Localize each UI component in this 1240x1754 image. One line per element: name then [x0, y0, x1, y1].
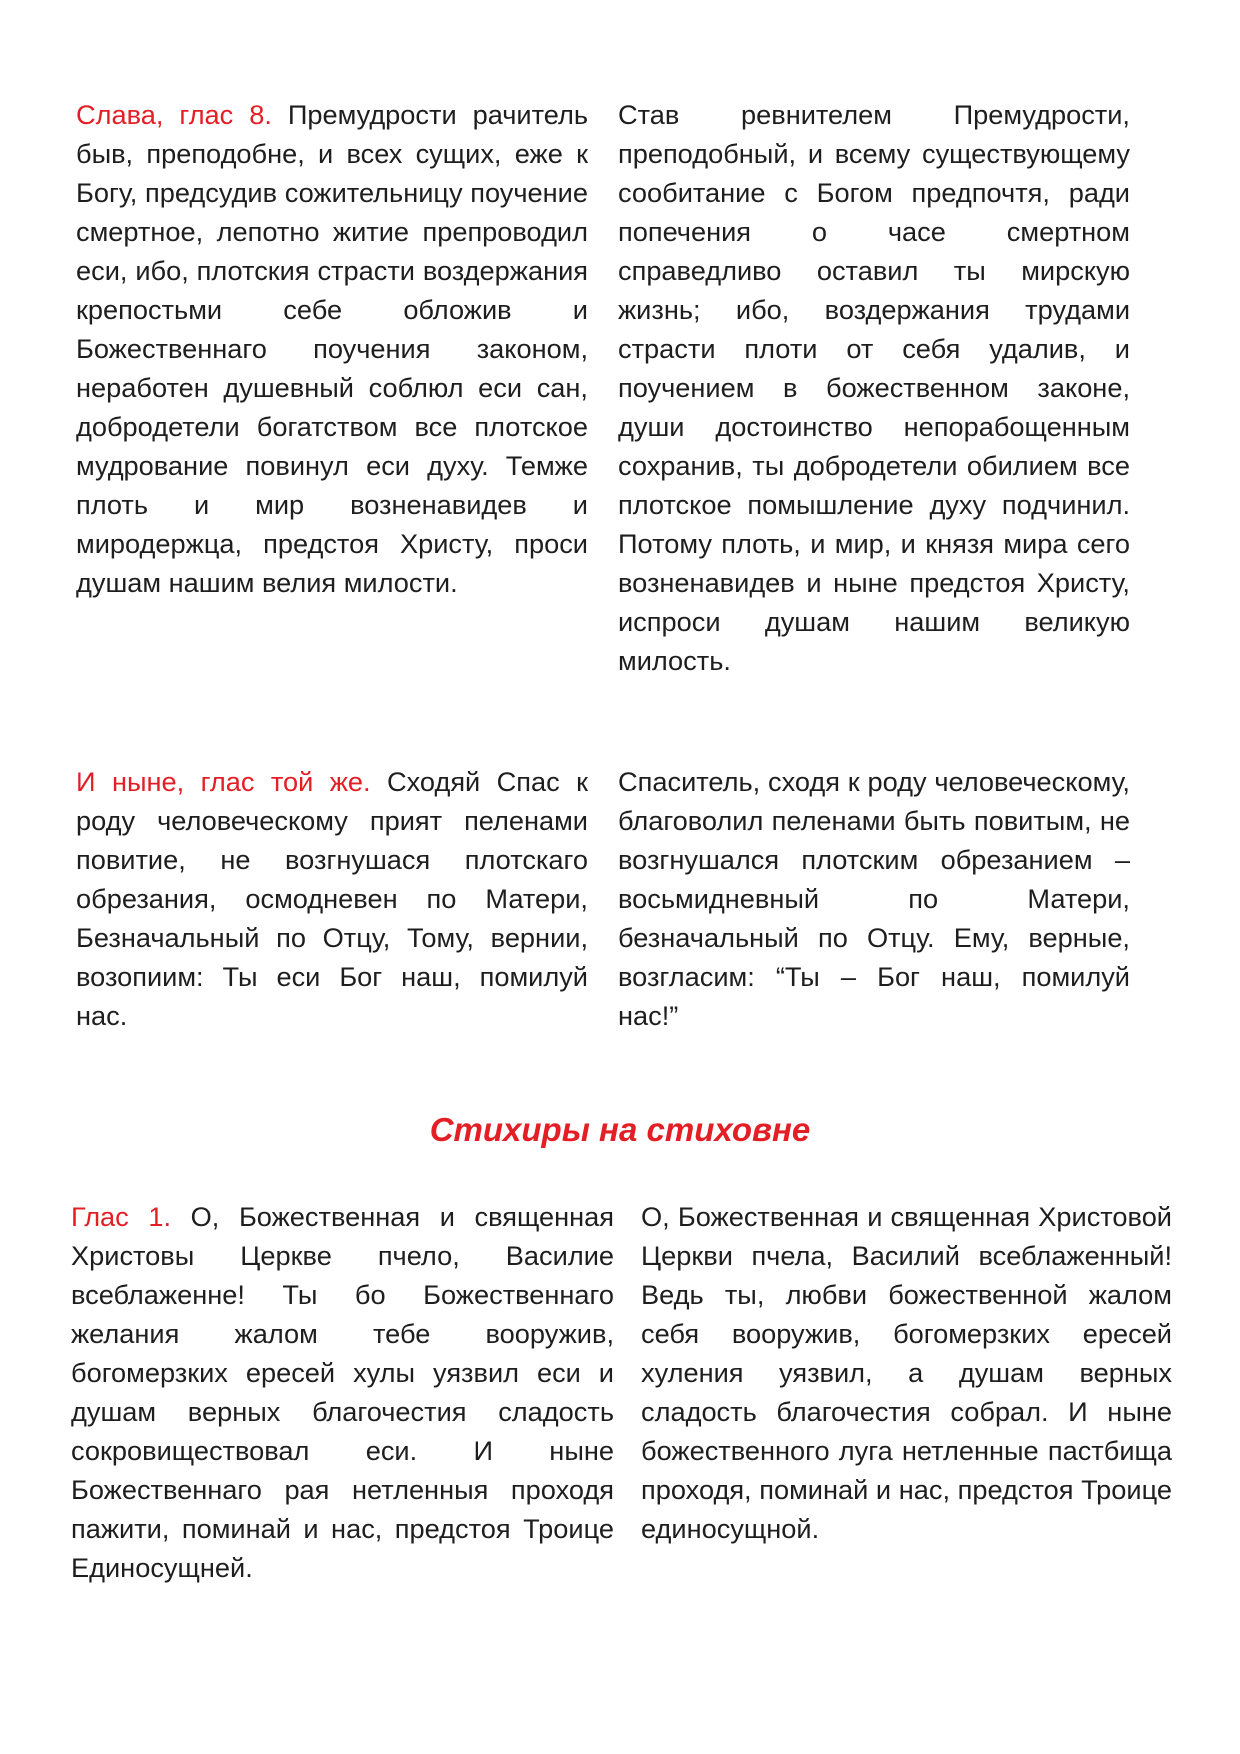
section-stichera-aposticha: [71, 1197, 1172, 1587]
section-heading: Стихиры на стиховне: [429, 1111, 811, 1148]
hymn-text: О, Божественная и священная Христовы Церкве пчело, Василие всеблаженне! Ты бо Божественнаго желания жалом тебе вооружив, богомерзких ересей хулы уязвил еси и душам верных благочестия сладость сокровиществовал еси. И ныне Божественнаго рая нетленныя проходя пажити, поминай и нас, предстоя Троице Единосущней.: [71, 1201, 614, 1583]
russian-translation-text: [641, 1197, 1172, 1587]
church-slavonic-text: [76, 95, 588, 680]
section-i-nyne: [76, 762, 1130, 1035]
church-slavonic-text: [76, 762, 588, 1035]
translation-text: Став ревнителем Премудрости, преподобный, и всему существующему сообитание с Богом предпочтя, ради попечения о часе смертном справедливо оставил ты мирскую жизнь; ибо, воздержания трудами страсти плоти от себя удалив, и поучением в божественном законе, души достоинство непорабощенным сохранив, ты добродетели обилием все плотское помышление духу подчинил. Потому плоть, и мир, и князя мира сего возненавидев и ныне предстоя Христу, испроси душам нашим великую милость.: [618, 99, 1130, 676]
tone-label: Глас 1.: [71, 1201, 172, 1232]
russian-translation-text: [618, 762, 1130, 1035]
russian-translation-text: [618, 95, 1130, 680]
hymn-text: Премудрости рачитель быв, преподобне, и всех сущих, еже к Богу, предсудив сожительницу поучение смертное, лепотно житие препроводил еси, ибо, плотския страсти воздержания крепостьми себе обложив и Божественнаго поучения законом, неработен душевный соблюл еси сан, добродетели богатством все плотское мудрование повинул еси духу. Темже плоть и мир возненавидев и миродержца, предстоя Христу, проси душам нашим велия милости.: [76, 99, 588, 598]
tone-label: И ныне, глас той же.: [76, 766, 371, 797]
translation-text: Спаситель, сходя к роду человеческому, благоволил пеленами быть повитым, не возгнушался плотским обрезанием – восьмидневный по Матери, безначальный по Отцу. Ему, верные, возгласим: “Ты – Бог наш, помилуй нас!”: [618, 766, 1130, 1031]
section-slava: [76, 95, 1130, 680]
hymn-text: Сходяй Спас к роду человеческому прият пеленами повитие, не возгнушася плотскаго обрезания, осмодневен по Матери, Безначальный по Отцу, Тому, вернии, возопиим: Ты еси Бог наш, помилуй нас.: [76, 766, 588, 1031]
church-slavonic-text: [71, 1197, 614, 1587]
translation-text: О, Божественная и священная Христовой Церкви пчела, Василий всеблаженный! Ведь ты, любви божественной жалом себя вооружив, богомерзких ересей хуления уязвил, а душам верных сладость благочестия собрал. И ныне божественного луга нетленные пастбища проходя, поминай и нас, предстоя Троице единосущной.: [641, 1201, 1172, 1544]
tone-label: Слава, глас 8.: [76, 99, 272, 130]
